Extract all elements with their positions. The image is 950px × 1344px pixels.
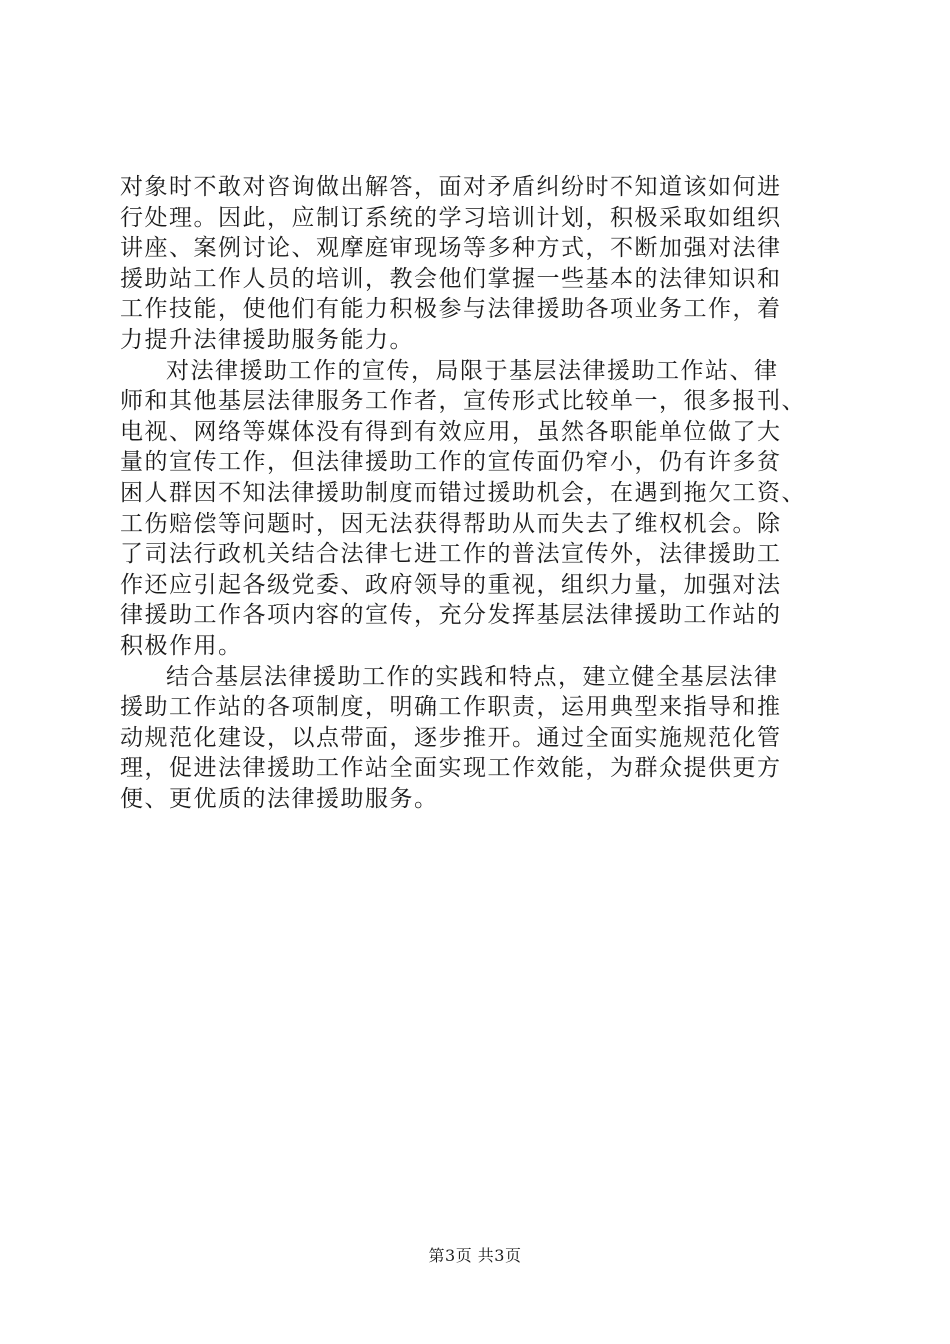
text-line: 师和其他基层法律服务工作者，宣传形式比较单一，很多报刊、: [120, 388, 806, 415]
text-line: 讲座、案例讨论、观摩庭审现场等多种方式，不断加强对法律: [120, 235, 782, 262]
page-footer: [0, 1243, 950, 1266]
text-line: 量的宣传工作，但法律援助工作的宣传面仍窄小，仍有许多贫: [120, 449, 782, 476]
text-line: 援助站工作人员的培训，教会他们掌握一些基本的法律知识和: [120, 265, 782, 292]
text-line: 便、更优质的法律援助服务。: [120, 785, 439, 812]
paragraph-1: [120, 172, 840, 356]
text-line: 援助工作站的各项制度，明确工作职责，运用典型来指导和推: [120, 694, 782, 721]
text-line: 律援助工作各项内容的宣传，充分发挥基层法律援助工作站的: [120, 602, 782, 629]
text-line: 结合基层法律援助工作的实践和特点，建立健全基层法律: [166, 663, 779, 690]
text-line: 了司法行政机关结合法律七进工作的普法宣传外，法律援助工: [120, 541, 782, 568]
text-line: 对象时不敢对咨询做出解答，面对矛盾纠纷时不知道该如何进: [120, 174, 782, 200]
text-line: 积极作用。: [120, 632, 243, 659]
paragraph-2: [120, 356, 840, 662]
text-line: 动规范化建设，以点带面，逐步推开。通过全面实施规范化管: [120, 724, 782, 751]
text-line: 工伤赔偿等问题时，因无法获得帮助从而失去了维权机会。除: [120, 510, 782, 537]
text-line: 电视、网络等媒体没有得到有效应用，虽然各职能单位做了大: [120, 418, 782, 445]
text-line: 行处理。因此，应制订系统的学习培训计划，积极采取如组织: [120, 204, 782, 231]
text-line: 作还应引起各级党委、政府领导的重视，组织力量，加强对法: [120, 571, 782, 598]
text-line: 力提升法律援助服务能力。: [120, 326, 414, 353]
text-line: 对法律援助工作的宣传，局限于基层法律援助工作站、律: [166, 357, 779, 384]
page-number: 第3页 共3页: [428, 1246, 522, 1265]
paragraph-3: [120, 662, 840, 815]
text-line: 困人群因不知法律援助制度而错过援助机会，在遇到拖欠工资、: [120, 479, 806, 506]
text-line: 工作技能，使他们有能力积极参与法律援助各项业务工作，着: [120, 296, 782, 323]
document-body: [120, 172, 840, 814]
text-line: 理，促进法律援助工作站全面实现工作效能，为群众提供更方: [120, 755, 782, 782]
